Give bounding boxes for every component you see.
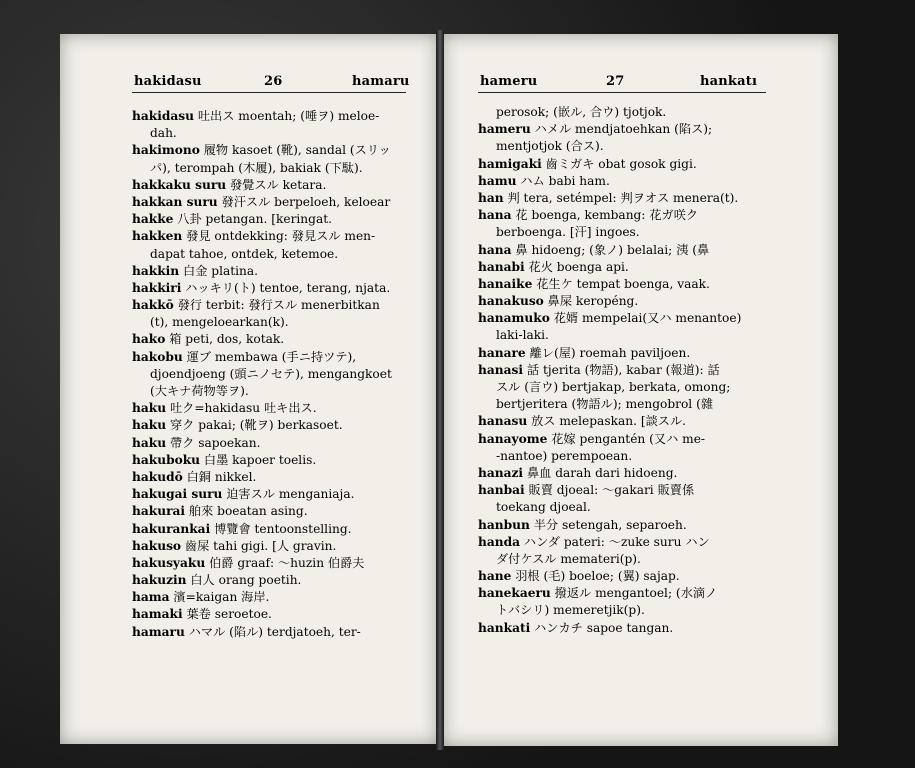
entry-headword: hanazi	[478, 465, 524, 480]
entry-headword: hama	[132, 590, 170, 605]
entry-definition: 發覺スル ketara.	[226, 177, 327, 192]
dictionary-entry-line	[132, 435, 432, 452]
dictionary-entry-line	[478, 224, 778, 241]
entry-definition: 花婿 mempelai(又ハ menantoe)	[549, 311, 742, 326]
left-header-guideword: hakidasu	[134, 74, 202, 89]
entry-headword: hanare	[478, 345, 526, 360]
entry-definition: スル (言ウ) bertjakap, berkata, omong;	[496, 380, 731, 394]
dictionary-entry-line	[478, 104, 778, 121]
dictionary-entry-line	[132, 452, 432, 469]
entry-definition: 白人 orang poetih.	[186, 573, 302, 588]
dictionary-entry-line	[478, 517, 778, 534]
entry-definition: laki-laki.	[496, 328, 549, 343]
entry-headword: hakuboku	[132, 452, 201, 467]
entry-headword: hanasi	[478, 362, 524, 377]
entry-definition: 運ブ membawa (手ニ持ツテ),	[182, 349, 357, 364]
dictionary-entry-line	[478, 345, 778, 362]
dictionary-entry-line	[132, 606, 432, 623]
entry-definition: 帶ク sapoekan.	[166, 435, 261, 450]
dictionary-entry-line	[478, 310, 778, 327]
entry-definition: 博覽會 tentoonstelling.	[210, 521, 352, 536]
entry-headword: hamu	[478, 173, 517, 188]
dictionary-entry-line	[132, 469, 432, 486]
entry-definition: 鼻 hidoeng; (象ノ) belalai; 洟 (鼻	[511, 242, 710, 257]
entry-definition: 離レ(屋) roemah paviljoen.	[525, 345, 691, 360]
dictionary-entry-line	[478, 431, 778, 448]
entry-headword: hamigaki	[478, 156, 542, 171]
right-header-rule	[478, 92, 766, 93]
dictionary-entry-line	[132, 555, 432, 572]
right-page-number: 27	[606, 74, 625, 89]
entry-definition: 伯爵 graaf: ～huzin 伯爵夫	[205, 555, 365, 570]
entry-definition: 判 tera, setémpel: 判ヲオス menera(t).	[503, 190, 739, 205]
entry-headword: hakkō	[132, 298, 174, 313]
entry-definition: 鼻屎 keropéng.	[543, 294, 639, 309]
entry-definition: -nantoe) perempoean.	[496, 448, 633, 463]
dictionary-entry-line	[132, 538, 432, 555]
dictionary-entry-line	[478, 207, 778, 224]
book-spine	[436, 30, 444, 750]
left-header-guideword-end: hamaru	[352, 74, 410, 89]
right-header-guideword: hameru	[480, 74, 538, 89]
dictionary-entry-line	[478, 585, 778, 602]
entry-definition: ハンダ pateri: ～zuke suru ハン	[520, 534, 710, 549]
dictionary-entry-line	[478, 379, 778, 396]
entry-definition: 放ス melepaskan. [談スル.	[527, 414, 687, 429]
entry-headword: hakkin	[132, 263, 180, 278]
dictionary-entry-line	[132, 142, 432, 159]
entry-headword: hakurai	[132, 504, 186, 519]
dictionary-entry-line	[132, 280, 432, 297]
dictionary-entry-line	[478, 242, 778, 259]
entry-headword: handa	[478, 534, 521, 549]
entry-definition: (t), mengeloearkan(k).	[150, 315, 289, 330]
right-header-guideword-end: hankatı	[700, 74, 758, 89]
entry-definition: 發汗スル berpeloeh, keloear	[217, 194, 391, 209]
entry-definition: bertjeritera (物語ル); mengobrol (雜	[496, 397, 714, 412]
entry-headword: hakkiri	[132, 280, 182, 295]
dictionary-entry-line	[478, 138, 778, 155]
dictionary-entry-line	[132, 349, 432, 366]
dictionary-entry-line	[132, 366, 432, 383]
entry-definition: 白銅 nikkel.	[182, 469, 257, 484]
entry-headword: hana	[478, 242, 512, 257]
dictionary-entry-line	[132, 246, 432, 263]
dictionary-entry-line	[478, 499, 778, 516]
dictionary-entry-line	[132, 160, 432, 177]
entry-headword: haku	[132, 401, 167, 416]
dictionary-entry-line	[478, 448, 778, 465]
entry-definition: 花嫁 pengantén (又ハ me-	[547, 431, 706, 446]
entry-definition: 葉卷 seroetoe.	[182, 607, 272, 622]
entry-definition: 花生ケ tempat boenga, vaak.	[532, 276, 710, 291]
entry-definition: 花火 boenga api.	[524, 259, 629, 274]
entry-definition: ハッキリ(ト) tentoe, terang, njata.	[181, 280, 391, 295]
entry-definition: 鼻血 darah dari hidoeng.	[523, 465, 678, 480]
entry-headword: hakke	[132, 212, 174, 227]
entry-definition: トバシリ) memeretjik(p).	[496, 603, 645, 618]
dictionary-entry-line	[478, 156, 778, 173]
dictionary-entry-line	[478, 293, 778, 310]
entry-headword: hanabi	[478, 259, 525, 274]
dictionary-entry-line	[132, 331, 432, 348]
dictionary-entry-line	[132, 297, 432, 314]
entry-definition: 履物 kasoet (靴), sandal (スリッ	[199, 143, 391, 158]
dictionary-entry-line	[132, 194, 432, 211]
entry-definition: djoendjoeng (頭ニノセテ), mengangkoet	[150, 366, 392, 381]
entry-definition: 半分 setengah, separoeh.	[529, 517, 687, 532]
entry-headword: hankati	[478, 620, 531, 635]
dictionary-entry-line	[478, 602, 778, 619]
entry-headword: hanamuko	[478, 311, 550, 326]
entry-headword: hakuzin	[132, 573, 187, 588]
entry-definition: 箱 peti, dos, kotak.	[165, 332, 285, 347]
entry-headword: haku	[132, 435, 167, 450]
entry-headword: hamaru	[132, 624, 185, 639]
entry-definition: 吐ク=hakidasu 吐キ出ス.	[166, 401, 317, 416]
dictionary-entry-line	[478, 276, 778, 293]
entry-definition: ハメル mendjatoehkan (陷ス);	[530, 122, 713, 137]
entry-headword: hanbun	[478, 517, 530, 532]
dictionary-entry-line	[132, 263, 432, 280]
dictionary-entry-line	[132, 228, 432, 245]
entry-headword: hakidasu	[132, 109, 194, 123]
entry-definition: 白金 platina.	[179, 263, 259, 278]
entry-definition: 穿ク pakai; (靴ヲ) berkasoet.	[166, 418, 343, 433]
entry-definition: dapat tahoe, ontdek, ketemoe.	[150, 246, 339, 261]
entry-headword: hanakuso	[478, 294, 544, 309]
entry-definition: 舶來 boeatan asing.	[185, 504, 308, 519]
entry-headword: hakkaku suru	[132, 177, 227, 192]
entry-headword: hanbai	[478, 483, 525, 498]
entry-headword: hameru	[478, 122, 531, 137]
entry-headword: hane	[478, 569, 512, 584]
entry-definition: ハマル (陷ル) terdjatoeh, ter-	[184, 624, 361, 639]
dictionary-entry-line	[132, 383, 432, 400]
dictionary-entry-line	[478, 362, 778, 379]
entry-headword: hakken	[132, 229, 183, 244]
entry-headword: hana	[478, 208, 512, 223]
entry-definition: 發行 terbit: 發行スル menerbitkan	[173, 298, 380, 313]
entry-definition: 吐出ス moentah; (唾ヲ) meloe-	[193, 109, 380, 123]
entry-headword: hanaike	[478, 276, 533, 291]
entry-definition: 羽根 (毛) boeloe; (翼) sajap.	[511, 569, 680, 584]
dictionary-entry-line	[478, 259, 778, 276]
dictionary-entry-line	[478, 173, 778, 190]
dictionary-entry-line	[132, 503, 432, 520]
entry-headword: hako	[132, 332, 166, 347]
dictionary-entry-line	[132, 314, 432, 331]
dictionary-entry-line	[478, 327, 778, 344]
entry-definition: ハム babi ham.	[516, 173, 610, 188]
entry-headword: haku	[132, 418, 167, 433]
entry-definition: 濱=kaigan 海岸.	[169, 590, 270, 605]
dictionary-entry-line	[478, 534, 778, 551]
entry-definition: 發見 ontdekking: 發見スル men-	[182, 229, 376, 244]
left-page-number: 26	[264, 74, 283, 89]
entry-definition: 齒ミガキ obat gosok gigi.	[541, 156, 697, 171]
dictionary-entry-line	[478, 482, 778, 499]
dictionary-entry-line	[132, 486, 432, 503]
dictionary-entry-line	[132, 589, 432, 606]
entry-definition: ハンカチ sapoe tangan.	[530, 620, 674, 635]
dictionary-entry-line	[478, 396, 778, 413]
right-dictionary-column	[478, 104, 778, 637]
entry-definition: (大キナ荷物等ヲ).	[150, 384, 249, 398]
entry-definition: 花 boenga, kembang: 花ガ咲ク	[511, 208, 699, 223]
dictionary-entry-line	[132, 125, 432, 142]
dictionary-entry-line	[478, 568, 778, 585]
entry-headword: hakusyaku	[132, 555, 206, 570]
entry-headword: han	[478, 190, 504, 205]
entry-definition: dah.	[150, 126, 177, 141]
entry-definition: berboenga. [汗] ingoes.	[496, 225, 640, 240]
entry-definition: 話 tjerita (物語), kabar (報道): 話	[523, 362, 720, 377]
dictionary-entry-line	[478, 551, 778, 568]
dictionary-entry-line	[478, 413, 778, 430]
entry-headword: hakurankai	[132, 521, 211, 536]
dictionary-entry-line	[132, 211, 432, 228]
entry-headword: hakimono	[132, 143, 200, 158]
entry-headword: hanasu	[478, 414, 528, 429]
entry-headword: hakudō	[132, 469, 183, 484]
entry-headword: hakugai suru	[132, 487, 223, 502]
entry-headword: hamaki	[132, 607, 183, 622]
left-header-rule	[132, 92, 406, 93]
entry-definition: パ), terompah (木履), bakiak (下駄).	[150, 160, 363, 175]
entry-headword: hanekaeru	[478, 586, 551, 601]
dictionary-entry-line	[478, 190, 778, 207]
left-dictionary-column	[132, 108, 432, 641]
entry-headword: hanayome	[478, 431, 548, 446]
entry-definition: mentjotjok (合ス).	[496, 139, 604, 154]
entry-definition: ダ付ケスル memateri(p).	[496, 551, 641, 566]
entry-headword: hakkan suru	[132, 194, 218, 209]
dictionary-entry-line	[132, 521, 432, 538]
dictionary-entry-line	[132, 624, 432, 641]
dictionary-entry-line	[478, 465, 778, 482]
dictionary-entry-line	[132, 417, 432, 434]
entry-definition: perosok; (嵌ル, 合ウ) tjotjok.	[496, 105, 667, 119]
dictionary-entry-line	[478, 620, 778, 637]
entry-definition: 八卦 petangan. [keringat.	[173, 212, 332, 227]
dictionary-entry-line	[478, 121, 778, 138]
entry-definition: toekang djoeal.	[496, 500, 591, 515]
entry-definition: 白墨 kapoer toelis.	[200, 452, 317, 467]
entry-definition: 齒屎 tahi gigi. [人 gravin.	[181, 538, 337, 553]
entry-headword: hakuso	[132, 538, 182, 553]
dictionary-entry-line	[132, 572, 432, 589]
dictionary-entry-line	[132, 108, 432, 125]
entry-definition: 迫害スル menganiaja.	[222, 487, 355, 502]
entry-definition: 撥返ル mengantoel; (水滴ノ	[550, 586, 718, 601]
dictionary-entry-line	[132, 400, 432, 417]
entry-definition: 販賣 djoeal: ～gakari 販賣係	[524, 483, 695, 498]
entry-headword: hakobu	[132, 349, 183, 364]
dictionary-entry-line	[132, 177, 432, 194]
right-page-header	[0, 74, 915, 92]
